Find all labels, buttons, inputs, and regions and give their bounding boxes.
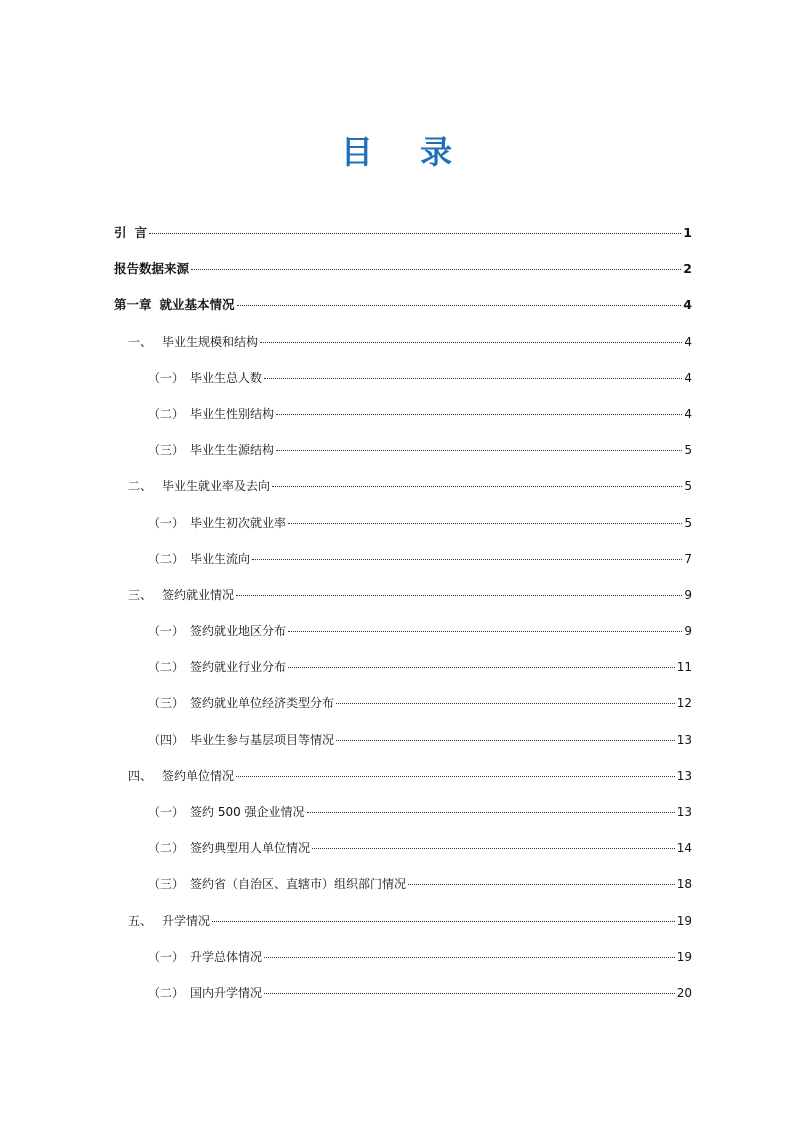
toc-entry-title: 毕业生流向	[190, 551, 251, 566]
dot-leader	[408, 884, 675, 885]
dot-leader	[149, 233, 681, 234]
toc-entry-page-number: 19	[676, 913, 692, 928]
toc-entry-number: （一）	[148, 805, 185, 819]
toc-entry-number: （三）	[148, 443, 185, 458]
toc-entry-page-number: 5	[684, 479, 692, 494]
toc-entry-number: 第一章	[114, 297, 152, 313]
toc-entry-page-number: 12	[676, 696, 692, 711]
toc-entry-title: 签约单位情况	[162, 768, 235, 783]
toc-entry-title: 签约就业情况	[162, 587, 235, 602]
toc-entry[interactable]	[114, 367, 692, 403]
toc-entry-title: 毕业生规模和结构	[162, 334, 259, 349]
toc-entry[interactable]	[114, 548, 692, 584]
dot-leader	[276, 450, 682, 451]
toc-entry[interactable]	[114, 692, 692, 728]
toc-entry-title: 毕业生参与基层项目等情况	[190, 732, 335, 747]
toc-entry-number: 五、	[128, 913, 153, 928]
toc-entry-page-number: 18	[676, 877, 692, 892]
toc-entry-title: 签约省（自治区、直辖市）组织部门情况	[190, 877, 407, 892]
dot-leader	[260, 342, 682, 343]
toc-entry-title: 升学总体情况	[190, 949, 263, 964]
toc-entry[interactable]	[114, 294, 692, 330]
toc-entry-page-number: 19	[676, 949, 692, 964]
toc-entry-title: 签约就业行业分布	[190, 660, 287, 675]
toc-entry-number: （三）	[148, 877, 185, 892]
toc-entry-page-number: 14	[676, 841, 692, 856]
toc-entry-page-number: 1	[683, 225, 692, 240]
toc-entry-page-number: 5	[684, 515, 692, 530]
toc-entry-title: 毕业生总人数	[190, 370, 263, 385]
toc-entry[interactable]	[114, 656, 692, 692]
toc-entry[interactable]	[114, 331, 692, 367]
dot-leader	[191, 269, 681, 270]
toc-entry-page-number: 20	[676, 985, 692, 1000]
dot-leader	[212, 921, 675, 922]
dot-leader	[288, 667, 675, 668]
toc-entry-page-number: 13	[676, 732, 692, 747]
toc-entry-number: （一）	[148, 370, 185, 385]
toc-entry-page-number: 4	[684, 370, 692, 385]
toc-entry[interactable]	[114, 258, 692, 294]
dot-leader	[336, 740, 675, 741]
dot-leader	[264, 993, 675, 994]
dot-leader	[288, 631, 682, 632]
toc-entry-title: 报告数据来源	[114, 261, 190, 277]
toc-entry-page-number: 4	[683, 297, 692, 313]
toc-entry-number: （一）	[148, 624, 185, 639]
dot-leader	[264, 957, 675, 958]
toc-entry-title: 就业基本情况	[159, 297, 235, 313]
toc-entry-number: 二、	[128, 479, 153, 494]
toc-entry-title: 国内升学情况	[190, 985, 263, 1000]
toc-entry-title: 签约典型用人单位情况	[190, 841, 311, 856]
toc-entry-title: 毕业生性别结构	[190, 406, 275, 421]
toc-entry-number: 一、	[128, 334, 153, 349]
toc-entry[interactable]	[114, 946, 692, 982]
toc-entry-page-number: 4	[684, 406, 692, 421]
dot-leader	[272, 486, 682, 487]
toc-entry[interactable]	[114, 982, 692, 1018]
toc-entry-page-number: 5	[684, 443, 692, 458]
toc-entry-number: 引	[114, 225, 127, 240]
dot-leader	[264, 378, 682, 379]
dot-leader	[252, 559, 682, 560]
toc-entry[interactable]	[114, 222, 692, 258]
toc-entry-number: 四、	[128, 768, 153, 783]
dot-leader	[288, 523, 682, 524]
dot-leader	[236, 595, 682, 596]
toc-entry[interactable]	[114, 475, 692, 511]
dot-leader	[276, 414, 682, 415]
toc-entry-number: （二）	[148, 841, 185, 856]
toc-entry[interactable]	[114, 620, 692, 656]
toc-entry[interactable]	[114, 801, 692, 837]
dot-leader	[236, 776, 675, 777]
toc-entry-number: （二）	[148, 406, 185, 421]
dot-leader	[336, 703, 675, 704]
toc-entry-title: 升学情况	[162, 913, 211, 928]
toc-entry-number: （一）	[148, 515, 185, 530]
toc-entry[interactable]	[114, 584, 692, 620]
toc-entry-number: （二）	[148, 551, 185, 566]
toc-entry-number: （三）	[148, 696, 185, 711]
toc-entry-page-number: 4	[684, 334, 692, 349]
toc-entry[interactable]	[114, 729, 692, 765]
toc-entry-number: （二）	[148, 985, 185, 1000]
toc-entry-number: （一）	[148, 949, 185, 964]
toc-entry[interactable]	[114, 910, 692, 946]
toc-entry-page-number: 11	[676, 660, 692, 675]
toc-entry[interactable]	[114, 403, 692, 439]
toc-entry[interactable]	[114, 439, 692, 475]
toc-entry-page-number: 2	[683, 261, 692, 277]
toc-entry-title: 言	[134, 225, 148, 240]
toc-entry-number: （四）	[148, 732, 185, 747]
toc-entry-page-number: 7	[684, 551, 692, 566]
dot-leader	[307, 812, 675, 813]
toc-entry-page-number: 9	[684, 587, 692, 602]
toc-entry-title: 毕业生初次就业率	[190, 515, 287, 530]
toc-entry-title: 签约就业单位经济类型分布	[190, 696, 335, 711]
toc-entry-title: 签约 500 强企业情况	[190, 805, 305, 819]
toc-entry[interactable]	[114, 512, 692, 548]
toc-entry[interactable]	[114, 765, 692, 801]
toc-entry-page-number: 9	[684, 624, 692, 639]
toc-entry-number: （二）	[148, 660, 185, 675]
toc-entry[interactable]	[114, 837, 692, 873]
dot-leader	[312, 848, 675, 849]
dot-leader	[237, 305, 682, 306]
toc-entry-title: 签约就业地区分布	[190, 624, 287, 639]
toc-entry-title: 毕业生就业率及去向	[162, 479, 271, 494]
page-title: 目 录	[340, 133, 471, 171]
toc-entry-number: 三、	[128, 587, 153, 602]
toc-entry-page-number: 13	[676, 805, 692, 819]
toc-entry-page-number: 13	[676, 768, 692, 783]
toc-entry[interactable]	[114, 873, 692, 909]
toc-entry-title: 毕业生生源结构	[190, 443, 275, 458]
table-of-contents	[114, 222, 692, 1018]
